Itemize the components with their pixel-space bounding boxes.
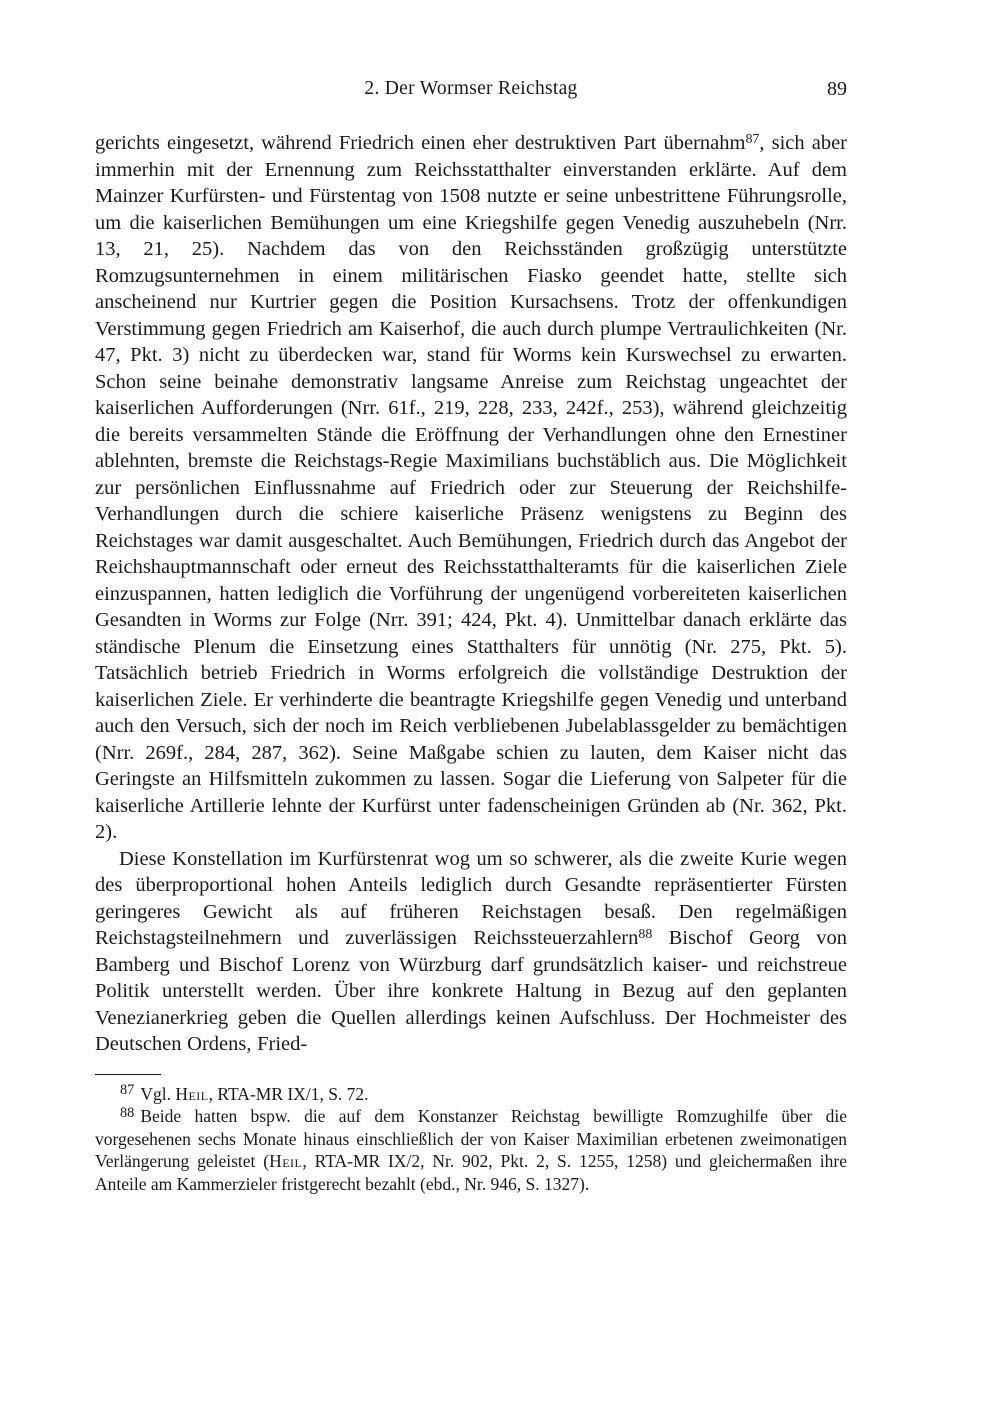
footnote-marker: 88: [120, 1104, 135, 1121]
text-run: Diese Konstellation im Kurfürstenrat wog um so schwerer, als die zweite Kurie wegen des überproportional hohen Anteils lediglich durch Gesandte repräsentierter Fürsten geringeres Gewicht als auf früheren Reichstagen besaß. Den regelmäßigen Reichstagsteilnehmern und zuverlässigen Reichssteuerzahlern: [95, 847, 847, 949]
footnote-reference: 87: [745, 131, 760, 147]
footnote: [95, 1083, 847, 1106]
footnote: [95, 1105, 847, 1195]
body-text: [95, 130, 847, 1058]
text-run: gerichts eingesetzt, während Friedrich einen eher destruktiven Part übernahm: [95, 132, 746, 154]
page-header: [95, 78, 847, 104]
paragraph: [95, 130, 847, 846]
footnote-separator-rule: [95, 1074, 161, 1075]
page-number: 89: [827, 78, 847, 100]
footnote-marker: 87: [120, 1082, 135, 1099]
text-run: Beide hatten bspw. die auf dem Konstanzer Reichstag bewilligte Romzughilfe über die vorgesehenen sechs Monate hinaus einschließlich der von Kaiser Maximilian erbetenen zweimonatigen Verlängerung geleistet (: [95, 1106, 847, 1171]
footnote-reference: 88: [638, 926, 653, 942]
text-run: , sich aber immerhin mit der Ernennung zum Reichsstatthalter einverstanden erklärte. Auf dem Mainzer Kurfürsten- und Fürstentag von 1508 nutzte er seine unbestrittene Führungsrolle, um die kaiserlichen Bemühungen um eine Kriegshilfe gegen Venedig auszuhebeln (Nrr. 13, 21, 25). Nachdem das von den Reichsständen großzügig unterstützte Romzugsunternehmen in einem militärischen Fiasko geendet hatte, stellte sich anscheinend nur Kurtrier gegen die Position Kursachsens. Trotz der offenkundigen Verstimmung gegen Friedrich am Kaiserhof, die auch durch plumpe Vertraulichkeiten (Nr. 47, Pkt. 3) nicht zu überdecken war, stand für Worms kein Kurswechsel zu erwarten. Schon seine beinahe demonstrativ langsame Anreise zum Reichstag ungeachtet der kaiserlichen Aufforderungen (Nrr. 61f., 219, 228, 233, 242f., 253), während gleichzeitig die bereits versammelten Stände die Eröffnung der Verhandlungen ohne den Ernestiner ablehnten, bremste die Reichstags-Regie Maximilians buchstäblich aus. Die Möglichkeit zur persönlichen Einflussnahme auf Friedrich oder zur Steuerung der Reichshilfe-Verhandlungen durch die schiere kaiserliche Präsenz wenigstens zu Beginn des Reichstages war damit ausgeschaltet. Auch Bemühungen, Friedrich durch das Angebot der Reichshauptmannschaft oder erneut des Reichsstatthalteramts für die kaiserlichen Ziele einzuspannen, hatten lediglich die Vorführung der ungenügend vorbereiteten kaiserlichen Gesandten in Worms zur Folge (Nrr. 391; 424, Pkt. 4). Unmittelbar danach erklärte das ständische Plenum die Einsetzung eines Statthalters für unnötig (Nr. 275, Pkt. 5). Tatsächlich betrieb Friedrich in Worms erfolgreich die vollständige Destruktion der kaiserlichen Ziele. Er verhinderte die beantragte Kriegshilfe gegen Venedig und unterband auch den Versuch, sich der noch im Reich verbliebenen Jubelablassgelder zu bemächtigen (Nrr. 269f., 284, 287, 362). Seine Maßgabe schien zu lauten, dem Kaiser nicht das Geringste an Hilfsmitteln zukommen zu lassen. Sogar die Lieferung von Salpeter für die kaiserliche Artillerie lehnte der Kurfürst unter fadenscheinigen Gründen ab (Nr. 362, Pkt. 2).: [95, 132, 847, 843]
author-name-smallcaps: Heil: [269, 1151, 303, 1171]
text-block: [95, 78, 847, 1195]
paragraph: [95, 846, 847, 1058]
text-run: Bischof Georg von Bamberg und Bischof Lorenz von Würzburg darf grundsätzlich kaiser- und reichstreue Politik unterstellt werden. Über ihre konkrete Haltung in Bezug auf den geplanten Venezianerkrieg geben die Quellen allerdings keinen Aufschluss. Der Hochmeister des Deutschen Ordens, Fried-: [95, 927, 847, 1055]
footnotes-section: [95, 1083, 847, 1196]
running-title: 2. Der Wormser Reichstag: [364, 78, 578, 99]
author-name-smallcaps: Heil: [175, 1083, 209, 1104]
text-run: Vgl.: [140, 1083, 176, 1104]
text-run: , RTA-MR IX/1, S. 72.: [208, 1083, 369, 1104]
text-run: , RTA-MR IX/2, Nr. 902, Pkt. 2, S. 1255, 1258) und gleichermaßen ihre Anteile am Kammerzieler fristgerecht bezahlt (ebd., Nr. 946, S. 1327).: [95, 1151, 847, 1194]
